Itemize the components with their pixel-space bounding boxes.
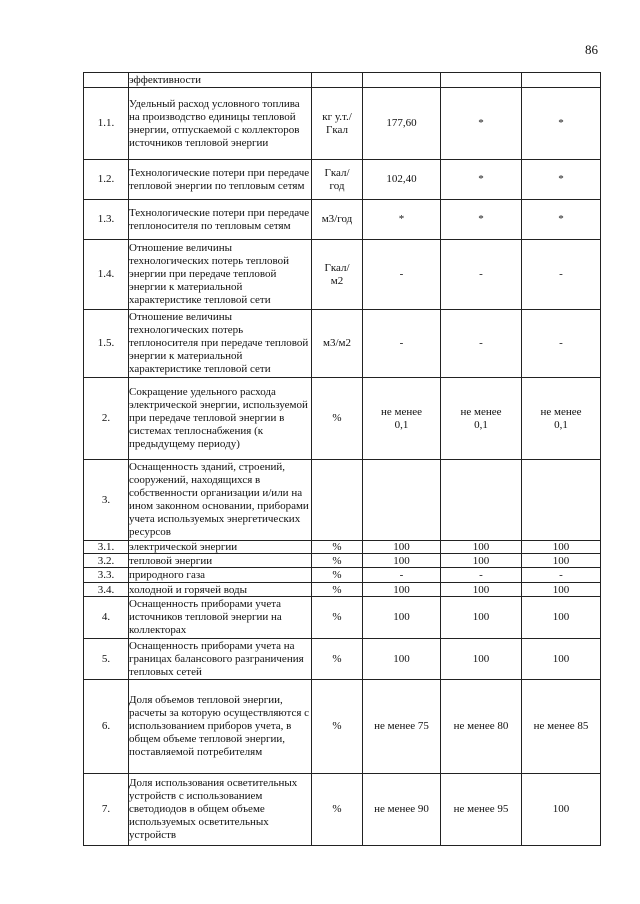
indicator-text: Технологические потери при передаче тепловой энергии по тепловым сетям: [129, 160, 312, 200]
unit-cell: м3/год: [312, 200, 363, 240]
row-number: 1.1.: [84, 88, 129, 160]
unit-cell: %: [312, 541, 363, 554]
value-cell: -: [522, 240, 601, 310]
value-cell: не менее 75: [363, 680, 441, 774]
value-cell: -: [363, 568, 441, 583]
table-row: [84, 554, 601, 568]
indicator-text: Оснащенность приборами учета источников тепловой энергии на коллекторах: [129, 597, 312, 639]
value-cell: 100: [522, 774, 601, 846]
value-cell: не менее 0,1: [522, 378, 601, 460]
unit-cell: %: [312, 554, 363, 568]
row-number: 1.5.: [84, 310, 129, 378]
unit-cell: %: [312, 378, 363, 460]
indicators-table: [83, 72, 601, 846]
value-cell: *: [522, 160, 601, 200]
row-number: 3.3.: [84, 568, 129, 583]
table-row: [84, 774, 601, 846]
value-cell: 100: [522, 583, 601, 597]
unit-cell: [312, 460, 363, 541]
indicator-text: эффективности: [129, 73, 312, 88]
value-cell: -: [441, 310, 522, 378]
value-cell: 100: [441, 639, 522, 680]
row-number: 6.: [84, 680, 129, 774]
unit-cell: %: [312, 680, 363, 774]
value-cell: 100: [441, 583, 522, 597]
value-cell: 100: [363, 554, 441, 568]
page-number: 86: [585, 42, 598, 57]
row-number: 1.2.: [84, 160, 129, 200]
value-cell: не менее 0,1: [363, 378, 441, 460]
indicator-text: Оснащенность приборами учета на границах балансового разграничения тепловых сетей: [129, 639, 312, 680]
value-cell: 100: [522, 554, 601, 568]
value-cell: 100: [363, 639, 441, 680]
value-cell: -: [441, 568, 522, 583]
unit-cell: Гкал/ м2: [312, 240, 363, 310]
unit-cell: м3/м2: [312, 310, 363, 378]
value-cell: 102,40: [363, 160, 441, 200]
value-cell: -: [522, 568, 601, 583]
row-number: 3.4.: [84, 583, 129, 597]
row-number: 3.1.: [84, 541, 129, 554]
unit-cell: %: [312, 568, 363, 583]
table-row: [84, 639, 601, 680]
value-cell: *: [522, 88, 601, 160]
value-cell: *: [441, 200, 522, 240]
value-cell: 100: [441, 597, 522, 639]
value-cell: -: [441, 240, 522, 310]
table-row: [84, 73, 601, 88]
indicator-text: тепловой энергии: [129, 554, 312, 568]
unit-cell: %: [312, 597, 363, 639]
value-cell: не менее 85: [522, 680, 601, 774]
row-number: 3.: [84, 460, 129, 541]
row-number: 4.: [84, 597, 129, 639]
indicator-text: Сокращение удельного расхода электрической энергии, используемой при передаче тепловой энергии в системах теплоснабжения (к предыдущему периоду): [129, 378, 312, 460]
value-cell: *: [522, 200, 601, 240]
indicator-text: Удельный расход условного топлива на производство единицы тепловой энергии, отпускаемой с коллекторов источников тепловой энергии: [129, 88, 312, 160]
row-number: 3.2.: [84, 554, 129, 568]
value-cell: 100: [522, 541, 601, 554]
table-row: [84, 568, 601, 583]
value-cell: 100: [522, 639, 601, 680]
indicator-text: Отношение величины технологических потерь теплоносителя при передаче тепловой энергии к материальной характеристике тепловой сети: [129, 310, 312, 378]
value-cell: *: [363, 200, 441, 240]
table-row: [84, 160, 601, 200]
value-cell: [441, 73, 522, 88]
value-cell: -: [363, 240, 441, 310]
value-cell: [522, 73, 601, 88]
value-cell: *: [441, 88, 522, 160]
table-row: [84, 597, 601, 639]
table-row: [84, 378, 601, 460]
table-row: [84, 680, 601, 774]
value-cell: 100: [363, 597, 441, 639]
value-cell: 100: [363, 583, 441, 597]
value-cell: не менее 90: [363, 774, 441, 846]
value-cell: не менее 80: [441, 680, 522, 774]
value-cell: 100: [441, 541, 522, 554]
table-row: [84, 88, 601, 160]
table-row: [84, 583, 601, 597]
value-cell: 177,60: [363, 88, 441, 160]
row-number: 5.: [84, 639, 129, 680]
value-cell: [363, 73, 441, 88]
indicator-text: Доля использования осветительных устройств с использованием светодиодов в общем объеме используемых осветительных устройств: [129, 774, 312, 846]
value-cell: не менее 95: [441, 774, 522, 846]
unit-cell: кг у.т./ Гкал: [312, 88, 363, 160]
row-number: [84, 73, 129, 88]
unit-cell: [312, 73, 363, 88]
value-cell: [441, 460, 522, 541]
value-cell: -: [522, 310, 601, 378]
unit-cell: %: [312, 774, 363, 846]
indicator-text: электрической энергии: [129, 541, 312, 554]
value-cell: [522, 460, 601, 541]
value-cell: не менее 0,1: [441, 378, 522, 460]
value-cell: 100: [522, 597, 601, 639]
row-number: 2.: [84, 378, 129, 460]
unit-cell: Гкал/ год: [312, 160, 363, 200]
table-row: [84, 541, 601, 554]
row-number: 1.4.: [84, 240, 129, 310]
indicator-text: Отношение величины технологических потерь тепловой энергии при передаче тепловой энергии к материальной характеристике тепловой сети: [129, 240, 312, 310]
row-number: 1.3.: [84, 200, 129, 240]
indicator-text: природного газа: [129, 568, 312, 583]
indicator-text: Технологические потери при передаче теплоносителя по тепловым сетям: [129, 200, 312, 240]
indicator-text: холодной и горячей воды: [129, 583, 312, 597]
value-cell: -: [363, 310, 441, 378]
value-cell: 100: [363, 541, 441, 554]
row-number: 7.: [84, 774, 129, 846]
table-row: [84, 200, 601, 240]
table-row: [84, 310, 601, 378]
value-cell: *: [441, 160, 522, 200]
unit-cell: %: [312, 583, 363, 597]
indicator-text: Оснащенность зданий, строений, сооружений, находящихся в собственности организации и/или на ином законном основании, приборами учета используемых энергетических ресурсов: [129, 460, 312, 541]
indicator-text: Доля объемов тепловой энергии, расчеты за которую осуществляются с использованием приборов учета, в общем объеме тепловой энергии, поставляемой потребителям: [129, 680, 312, 774]
table-row: [84, 240, 601, 310]
value-cell: 100: [441, 554, 522, 568]
value-cell: [363, 460, 441, 541]
unit-cell: %: [312, 639, 363, 680]
table-row: [84, 460, 601, 541]
